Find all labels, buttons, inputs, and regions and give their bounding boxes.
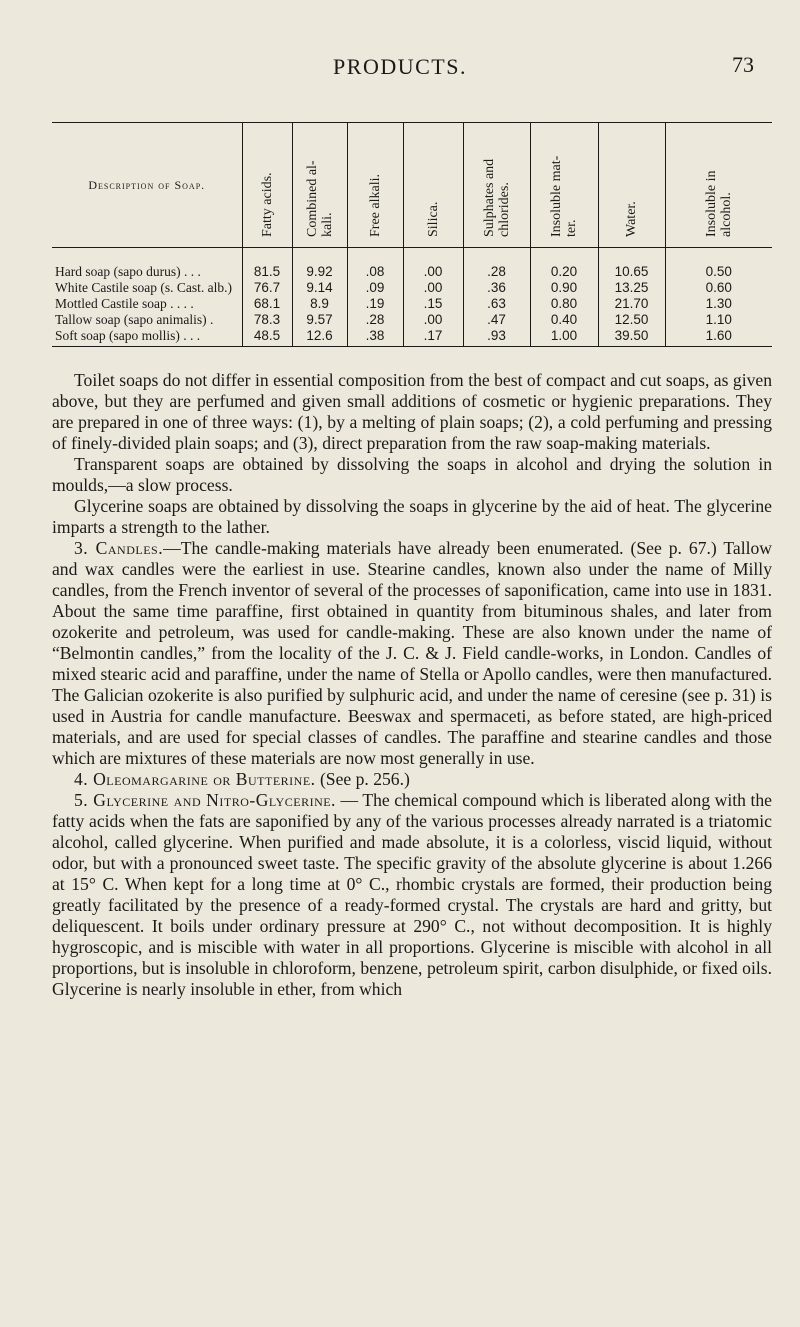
page-number: 73 xyxy=(732,52,754,77)
table-cell: 68.1 xyxy=(253,296,281,311)
table-cell: 8.9 xyxy=(310,296,329,311)
section-heading: 4. Oleomargarine or Butterine. xyxy=(74,769,316,789)
paragraph-oleomargarine xyxy=(52,769,772,790)
paragraph-transparent-soaps xyxy=(52,454,772,496)
table-cell: 48.5 xyxy=(253,328,281,343)
soap-name: White Castile soap (s. Cast. alb.) xyxy=(55,280,232,295)
paragraph-glycerine xyxy=(52,790,772,1000)
table-cell: 1.60 xyxy=(705,328,732,343)
fatty-acids-values xyxy=(242,248,292,347)
table-cell: 13.25 xyxy=(614,280,649,295)
table-cell: .17 xyxy=(423,328,443,343)
paragraph-glycerine-soaps xyxy=(52,496,772,538)
paragraph-toilet-soaps xyxy=(52,370,772,454)
table-cell: .15 xyxy=(423,296,443,311)
table-cell: .00 xyxy=(423,264,443,279)
table-cell: .09 xyxy=(365,280,385,295)
column-header: Silica. xyxy=(403,123,463,248)
table-cell: 0.90 xyxy=(550,280,578,295)
soap-name: Soft soap (sapo mollis) . . . xyxy=(55,328,201,343)
combined-alkali-values xyxy=(292,248,347,347)
soap-name: Mottled Castile soap . . . . xyxy=(55,296,194,311)
table-cell: 9.14 xyxy=(306,280,333,295)
soap-name: Tallow soap (sapo animalis) . xyxy=(55,312,214,327)
table-cell: 9.57 xyxy=(306,312,333,327)
table-cell: .28 xyxy=(365,312,385,327)
paragraph-text: (See p. 256.) xyxy=(315,769,410,789)
table-cell: 12.50 xyxy=(614,312,649,327)
table-body xyxy=(52,248,772,347)
paragraph-text: Transparent soaps are obtained by dissolving the soaps in alcohol and drying the solution in moulds,—a slow process. xyxy=(52,454,772,495)
running-head xyxy=(0,52,800,82)
soap-composition-table xyxy=(52,122,772,347)
paragraph-text: —The candle-making materials have already been enumerated. (See p. 67.) Tallow and wax candles were the earliest in use. Stearine candles, known also under the name of Milly candles, from the French inventor of several of the processes of saponification, came into use in 1831. About the same time paraffine, first obtained in quantity from bituminous shales, and later from ozokerite and petroleum, was used for candle-making. These are also known under the name of “Belmontin candles,” from the locality of the J. C. & J. Field candle-works, in London. Candles of mixed stearic acid and paraffine, under the name of Stella or Apollo candles, were then manufactured. The Galician ozokerite is also purified by sulphuric acid, and under the name of ceresine (see p. 31) is used in Austria for candle manufacture. Beeswax and spermaceti, as before stated, are high-priced materials, and are used for special classes of candles. The paraffine and stearine candles and those which are mixtures of these materials are now most generally in use. xyxy=(52,538,773,768)
water-values xyxy=(598,248,665,347)
table-cell: 0.20 xyxy=(550,264,578,279)
paragraph-candles xyxy=(52,538,772,769)
table-cell: 21.70 xyxy=(614,296,649,311)
table-cell: 0.80 xyxy=(550,296,578,311)
table-cell: 0.40 xyxy=(550,312,578,327)
table-cell: 76.7 xyxy=(253,280,281,295)
soap-names-cell xyxy=(52,248,242,347)
column-header: Combined al- kali. xyxy=(292,123,347,248)
table-cell: .63 xyxy=(487,296,506,311)
table-cell: .36 xyxy=(487,280,506,295)
column-header: Fatty acids. xyxy=(242,123,292,248)
insoluble-in-alcohol-values xyxy=(665,248,772,347)
section-heading: 5. Glycerine and Nitro-Glycerine. xyxy=(74,790,336,810)
table-cell: 1.30 xyxy=(705,296,732,311)
column-header: Water. xyxy=(598,123,665,248)
table-cell: 12.6 xyxy=(306,328,333,343)
table-cell: 0.50 xyxy=(705,264,732,279)
free-alkali-values xyxy=(347,248,403,347)
paragraph-text: Glycerine soaps are obtained by dissolving the soaps in glycerine by the aid of heat. The glycerine imparts a strength to the lather. xyxy=(52,496,772,537)
column-header: Insoluble in alcohol. xyxy=(665,123,772,248)
table-cell: .93 xyxy=(487,328,506,343)
column-header: Free alkali. xyxy=(347,123,403,248)
table-cell: .00 xyxy=(423,280,443,295)
column-header: Insoluble mat- ter. xyxy=(530,123,598,248)
table-cell: .38 xyxy=(365,328,385,343)
description-column-header: Description of Soap. xyxy=(52,123,242,248)
paragraph-text: — The chemical compound which is liberated along with the fatty acids when the fats are saponified by any of the various processes already narrated is a triatomic alcohol, called glycerine. When purified and made absolute, it is a colorless, viscid liquid, without odor, but with a pronounced sweet taste. The specific gravity of the absolute glycerine is about 1.266 at 15° C. When kept for a long time at 0° C., rhombic crystals are formed, their production being greatly facilitated by the presence of a ready-formed crystal. The crystals are hard and gritty, but deliquescent. It boils under ordinary pressure at 290° C., not without decomposition. It is highly hygroscopic, and is miscible with water in all proportions. Glycerine is miscible with alcohol in all proportions, but is insoluble in chloroform, benzene, petroleum spirit, carbon disulphide, or fixed oils. Glycerine is nearly insoluble in ether, from which xyxy=(52,790,772,999)
body-text xyxy=(52,370,772,1000)
running-title: PRODUCTS. xyxy=(333,54,467,79)
table-cell: 10.65 xyxy=(614,264,649,279)
table-cell: 81.5 xyxy=(253,264,281,279)
table-cell: 0.60 xyxy=(705,280,732,295)
soap-name: Hard soap (sapo durus) . . . xyxy=(55,264,201,279)
silica-values xyxy=(403,248,463,347)
table-header-row xyxy=(52,123,772,248)
table-cell: .28 xyxy=(487,264,506,279)
table-cell: 78.3 xyxy=(253,312,281,327)
table-cell: 1.10 xyxy=(705,312,732,327)
sulphates-chlorides-values xyxy=(463,248,530,347)
table-cell: .47 xyxy=(487,312,506,327)
paragraph-text: Toilet soaps do not differ in essential composition from the best of compact and cut soaps, as given above, but they are perfumed and given small additions of cosmetic or hygienic preparations. They are prepared in one of three ways: (1), by a melting of plain soaps; (2), a cold perfuming and pressing of finely-divided plain soaps; and (3), direct preparation from the raw soap-making materials. xyxy=(52,370,772,453)
table-cell: .19 xyxy=(365,296,385,311)
insoluble-matter-values xyxy=(530,248,598,347)
table-cell: 1.00 xyxy=(550,328,578,343)
table-cell: .08 xyxy=(365,264,385,279)
table-cell: 9.92 xyxy=(306,264,333,279)
section-heading: 3. Candles. xyxy=(74,538,164,558)
table-cell: .00 xyxy=(423,312,443,327)
table-cell: 39.50 xyxy=(614,328,649,343)
column-header: Sulphates and chlorides. xyxy=(463,123,530,248)
